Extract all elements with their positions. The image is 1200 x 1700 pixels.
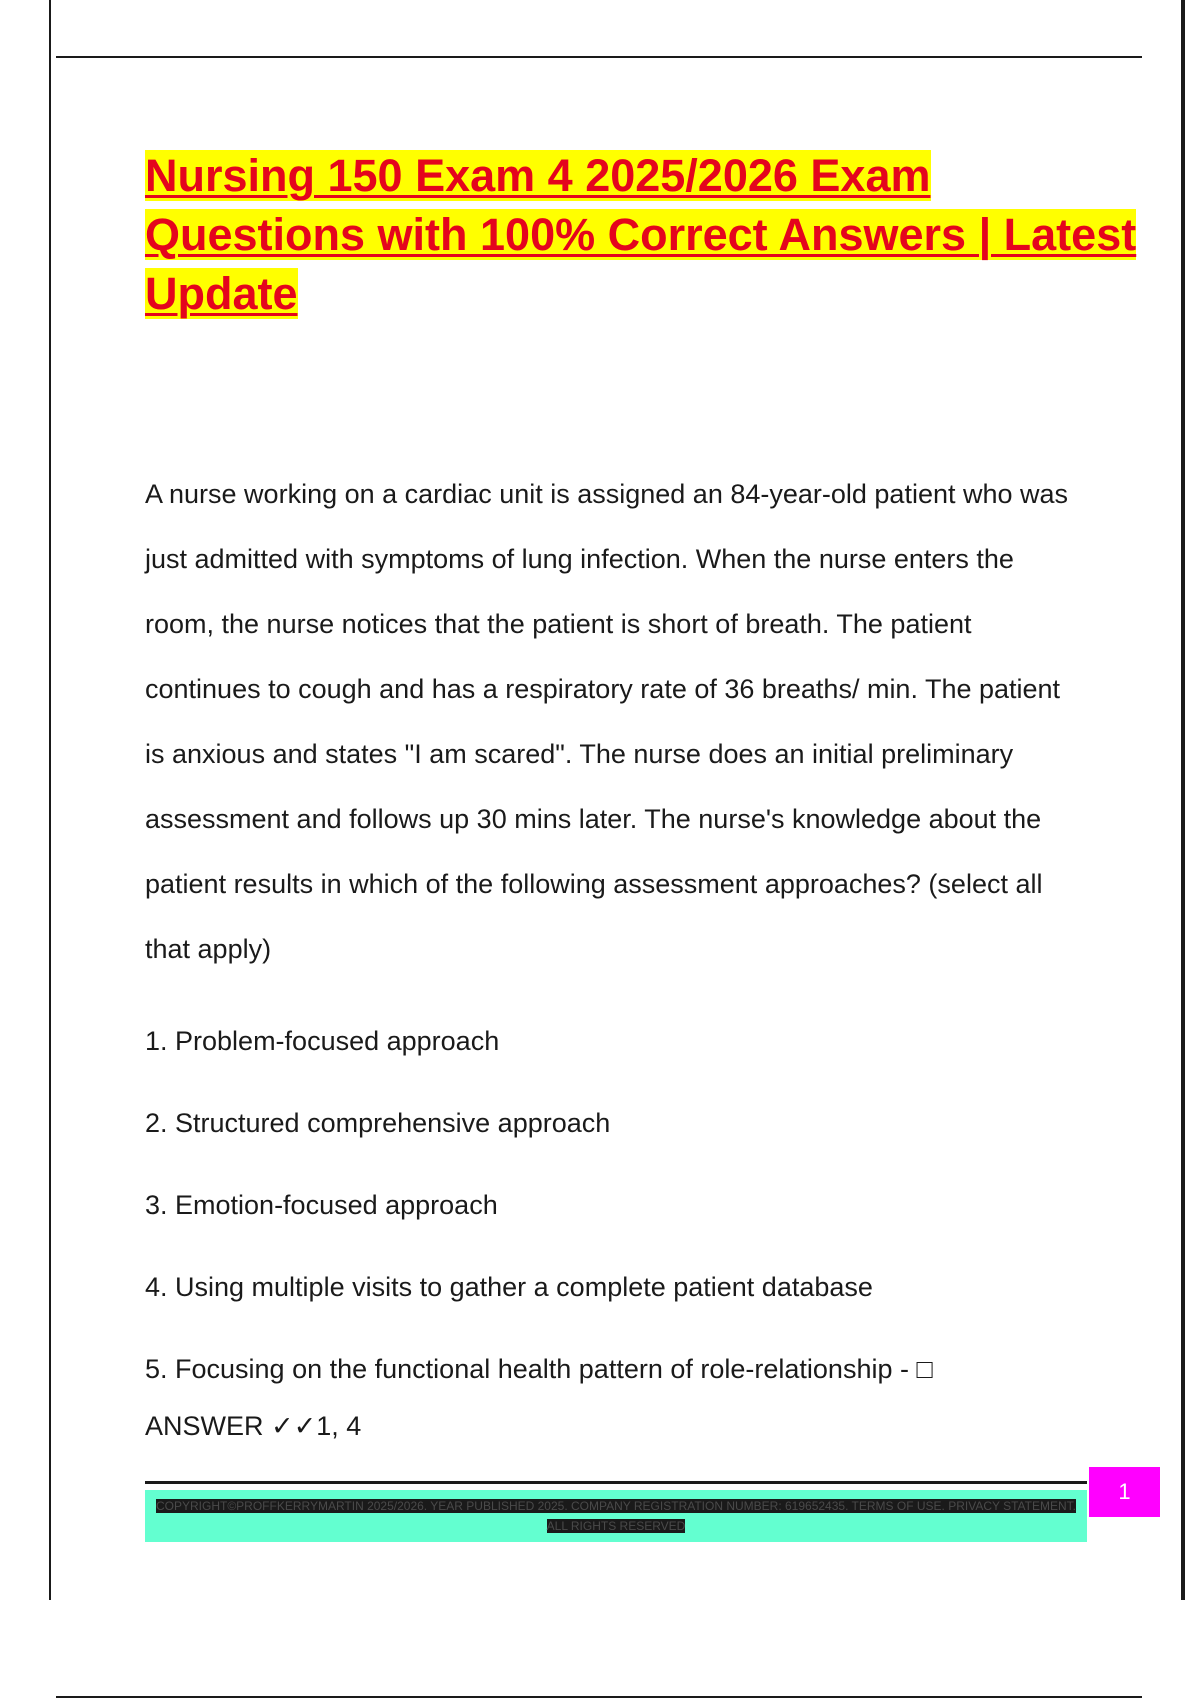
footer-rule [145,1481,1087,1484]
answer-option: 5. Focusing on the functional health pattern of role-relationship - □ [145,1354,933,1384]
next-page-rule [56,1696,1142,1698]
page-border-left [49,0,51,1600]
document-title [145,146,1145,323]
page-number-badge: 1 [1089,1467,1160,1517]
copyright-footer [145,1490,1087,1542]
answer-option: 2. Structured comprehensive approach [145,1108,611,1138]
document-title-text: Nursing 150 Exam 4 2025/2026 Exam Questions with 100% Correct Answers | Latest Update [145,150,1137,319]
answer-option: 4. Using multiple visits to gather a complete patient database [145,1272,873,1302]
answer-option: 1. Problem-focused approach [145,1026,500,1056]
copyright-text: COPYRIGHT©PROFFKERRYMARTIN 2025/2026. YEAR PUBLISHED 2025. COMPANY REGISTRATION NUMBER: 619652435. TERMS OF USE. PRIVACY STATEMENT. ALL RIGHTS RESERVED [156,1499,1076,1533]
page-border-right [1181,0,1185,1600]
answer-option: 3. Emotion-focused approach [145,1190,498,1220]
header-rule [56,56,1142,58]
question-text: A nurse working on a cardiac unit is assigned an 84-year-old patient who was just admitted with symptoms of lung infection. When the nurse enters the room, the nurse notices that the patient is short of breath. The patient continues to cough and has a respiratory rate of 36 breaths/ min. The patient is anxious and states "I am scared". The nurse does an initial preliminary assessment and follows up 30 mins later. The nurse's knowledge about the patient results in which of the following assessment approaches? (select all that apply) [145,479,1069,964]
correct-answer: ANSWER ✓✓1, 4 [145,1411,362,1441]
answer-options-list [145,1000,1075,1410]
